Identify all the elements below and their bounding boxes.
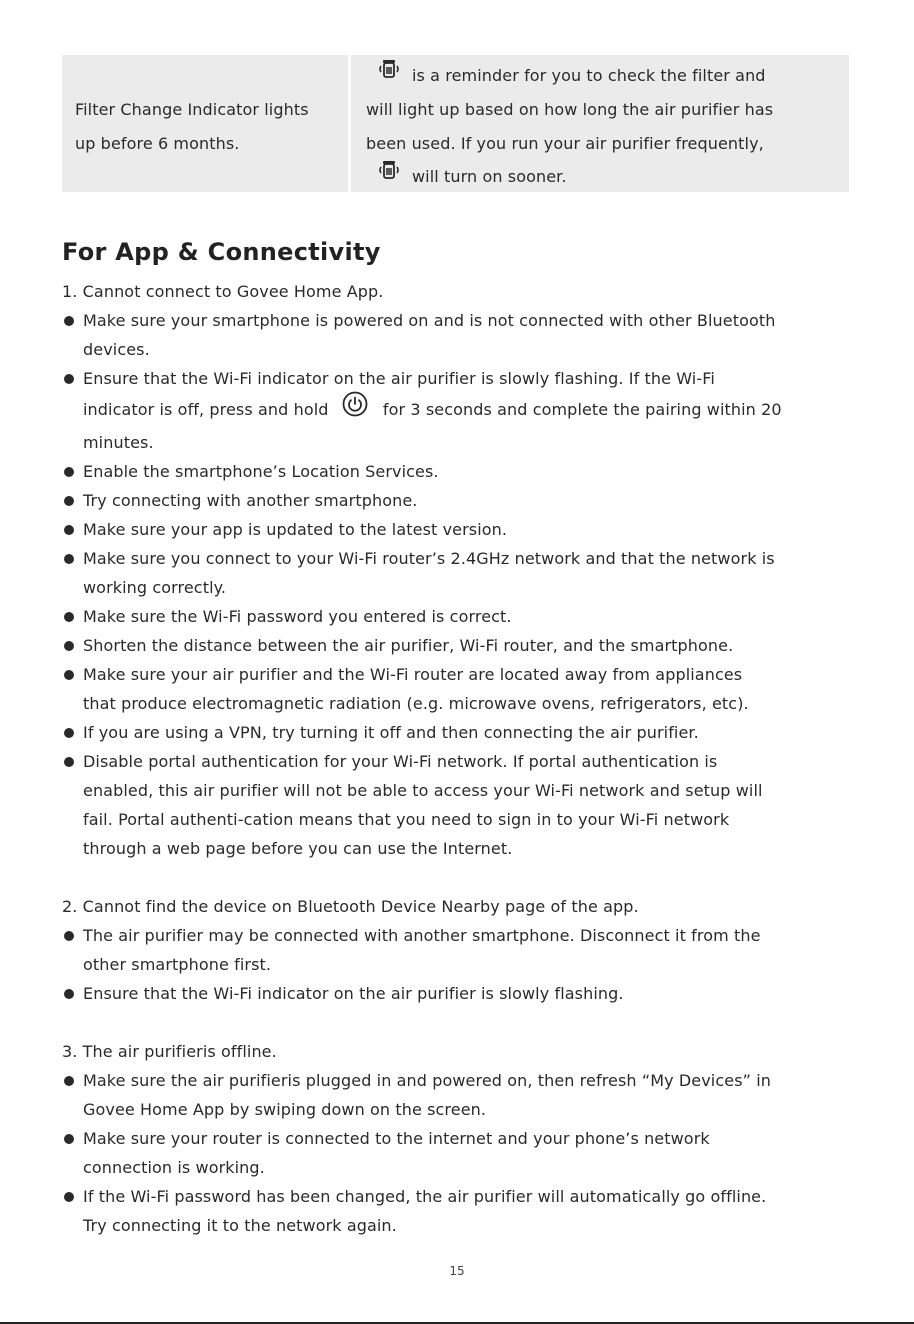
- troubleshooting-table: [62, 55, 849, 192]
- question-title: 2. Cannot find the device on Bluetooth Device Nearby page of the app.: [62, 897, 639, 916]
- list-item: Disable portal authentication for your Wi-Fi network. If portal authentication is enabled, this air purifier will not be able to access your Wi-Fi network and setup will fail. Portal authenti-cation means that you need to sign in to your Wi-Fi network through a web page before you can use the Internet.: [62, 747, 852, 863]
- page-number: 15: [449, 1264, 465, 1278]
- section-content: [62, 277, 852, 1240]
- bullet-icon: [64, 554, 74, 564]
- list-item: If the Wi-Fi password has been changed, the air purifier will automatically go offline. Try connecting it to the network again.: [62, 1182, 852, 1240]
- bullet-icon: [64, 316, 74, 326]
- filter-change-icon: [378, 58, 400, 92]
- bullet-icon: [64, 525, 74, 535]
- bullet-icon: [64, 374, 74, 384]
- list-item: Make sure you connect to your Wi-Fi router’s 2.4GHz network and that the network is working correctly.: [62, 544, 852, 602]
- problem-text-line: Filter Change Indicator lights: [75, 100, 309, 119]
- list-item: Try connecting with another smartphone.: [62, 486, 852, 515]
- list-item: If you are using a VPN, try turning it off and then connecting the air purifier.: [62, 718, 852, 747]
- bullet-icon: [64, 612, 74, 622]
- bullet-icon: [64, 1192, 74, 1202]
- power-button-icon: [342, 391, 368, 426]
- question-title: 3. The air purifieris offline.: [62, 1042, 277, 1061]
- bullet-icon: [64, 1076, 74, 1086]
- section-heading: For App & Connectivity: [62, 238, 381, 266]
- bullet-icon: [64, 496, 74, 506]
- solution-text-line: is a reminder for you to check the filter and: [366, 59, 849, 93]
- list-item: The air purifier may be connected with another smartphone. Disconnect it from the other smartphone first.: [62, 921, 852, 979]
- problem-cell: [62, 55, 348, 192]
- filter-change-icon: [378, 159, 400, 193]
- list-item: Enable the smartphone’s Location Services.: [62, 457, 852, 486]
- list-item: Make sure your app is updated to the latest version.: [62, 515, 852, 544]
- solution-text-line: will light up based on how long the air purifier has: [366, 100, 774, 120]
- bullet-icon: [64, 1134, 74, 1144]
- bullet-icon: [64, 467, 74, 477]
- bullet-icon: [64, 989, 74, 999]
- bullet-icon: [64, 670, 74, 680]
- solution-text-line: been used. If you run your air purifier frequently,: [366, 133, 764, 153]
- list-item: Make sure your smartphone is powered on and is not connected with other Bluetooth devices.: [62, 306, 852, 364]
- solution-text-line: will turn on sooner.: [366, 160, 849, 194]
- bullet-icon: [64, 931, 74, 941]
- problem-text-line: up before 6 months.: [75, 133, 240, 153]
- list-item: Make sure the air purifieris plugged in and powered on, then refresh “My Devices” in Govee Home App by swiping down on the screen.: [62, 1066, 852, 1124]
- question-title: 1. Cannot connect to Govee Home App.: [62, 282, 384, 301]
- bullet-icon: [64, 757, 74, 767]
- list-item: Make sure your air purifier and the Wi-Fi router are located away from appliances that produce electromagnetic radiation (e.g. microwave ovens, refrigerators, etc).: [62, 660, 852, 718]
- list-item: Shorten the distance between the air purifier, Wi-Fi router, and the smartphone.: [62, 631, 852, 660]
- bullet-icon: [64, 641, 74, 651]
- bullet-icon: [64, 728, 74, 738]
- list-item: Ensure that the Wi-Fi indicator on the air purifier is slowly flashing.: [62, 979, 852, 1008]
- list-item: Ensure that the Wi-Fi indicator on the air purifier is slowly flashing. If the Wi-Fi indicator is off, press and hold for 3 seconds and complete the pairing within 20 minutes.: [62, 364, 852, 457]
- list-item: Make sure the Wi-Fi password you entered is correct.: [62, 602, 852, 631]
- solution-cell: [351, 55, 849, 192]
- list-item: Make sure your router is connected to the internet and your phone’s network connection is working.: [62, 1124, 852, 1182]
